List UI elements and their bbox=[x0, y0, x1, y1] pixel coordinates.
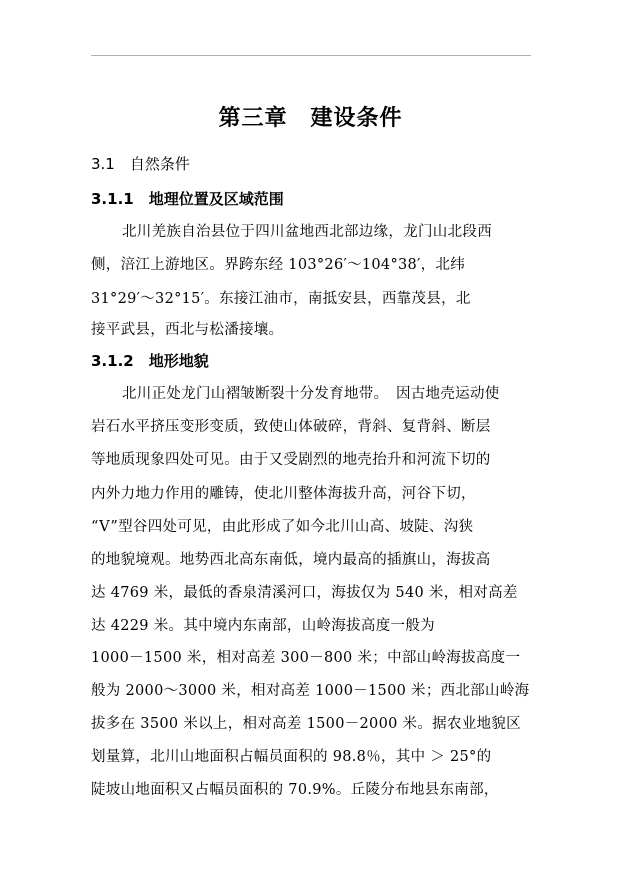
subsection-heading-3-1-1: 3.1.1 地理位置及区域范围 bbox=[91, 190, 284, 208]
paragraph-line: 北川正处龙门山褶皱断裂十分发育地带。 因古地壳运动使 bbox=[122, 386, 500, 402]
paragraph-line: 接平武县，西北与松潘接壤。 bbox=[91, 322, 284, 338]
chapter-title: 第三章 建设条件 bbox=[218, 106, 403, 131]
paragraph-line: 1000－1500 米，相对高差 300－800 米；中部山岭海拔高度一 bbox=[91, 650, 521, 666]
paragraph-line: “V”型谷四处可见，由此形成了如今北川山高、坡陡、沟狭 bbox=[91, 519, 474, 535]
paragraph-line: 般为 2000～3000 米，相对高差 1000－1500 米；西北部山岭海 bbox=[91, 683, 530, 699]
paragraph-line: 拔多在 3500 米以上，相对高差 1500－2000 米。据农业地貌区 bbox=[91, 716, 521, 732]
paragraph-line: 内外力地力作用的雕铸，使北川整体海拔升高，河谷下切， bbox=[91, 486, 476, 502]
paragraph-line: 陡坡山地面积又占幅员面积的 70.9%。丘陵分布地县东南部， bbox=[91, 782, 499, 798]
paragraph-line: 的地貌境观。地势西北高东南低，境内最高的插旗山，海拔高 bbox=[91, 552, 491, 568]
paragraph-line: 侧，涪江上游地区。界跨东经 103°26′～104°38′，北纬 bbox=[91, 257, 466, 273]
paragraph-line: 岩石水平挤压变形变质，致使山体破碎，背斜、复背斜、断层 bbox=[91, 419, 491, 435]
paragraph-line: 等地质现象四处可见。由于又受剧烈的地壳抬升和河流下切的 bbox=[91, 452, 491, 468]
paragraph-line: 达 4229 米。其中境内东南部，山岭海拔高度一般为 bbox=[91, 618, 435, 634]
paragraph-line: 31°29′～32°15′。东接江油市，南抵安县，西靠茂县，北 bbox=[91, 291, 471, 307]
paragraph-line: 达 4769 米，最低的香泉清溪河口，海拔仅为 540 米，相对高差 bbox=[91, 585, 518, 601]
header-rule bbox=[91, 55, 531, 56]
paragraph-line: 北川羌族自治县位于四川盆地西北部边缘，龙门山北段西 bbox=[122, 224, 492, 240]
section-heading-3-1: 3.1 自然条件 bbox=[91, 155, 190, 173]
paragraph-line: 划量算，北川山地面积占幅员面积的 98.8％，其中 ＞ 25°的 bbox=[91, 749, 492, 765]
subsection-heading-3-1-2: 3.1.2 地形地貌 bbox=[91, 352, 209, 370]
